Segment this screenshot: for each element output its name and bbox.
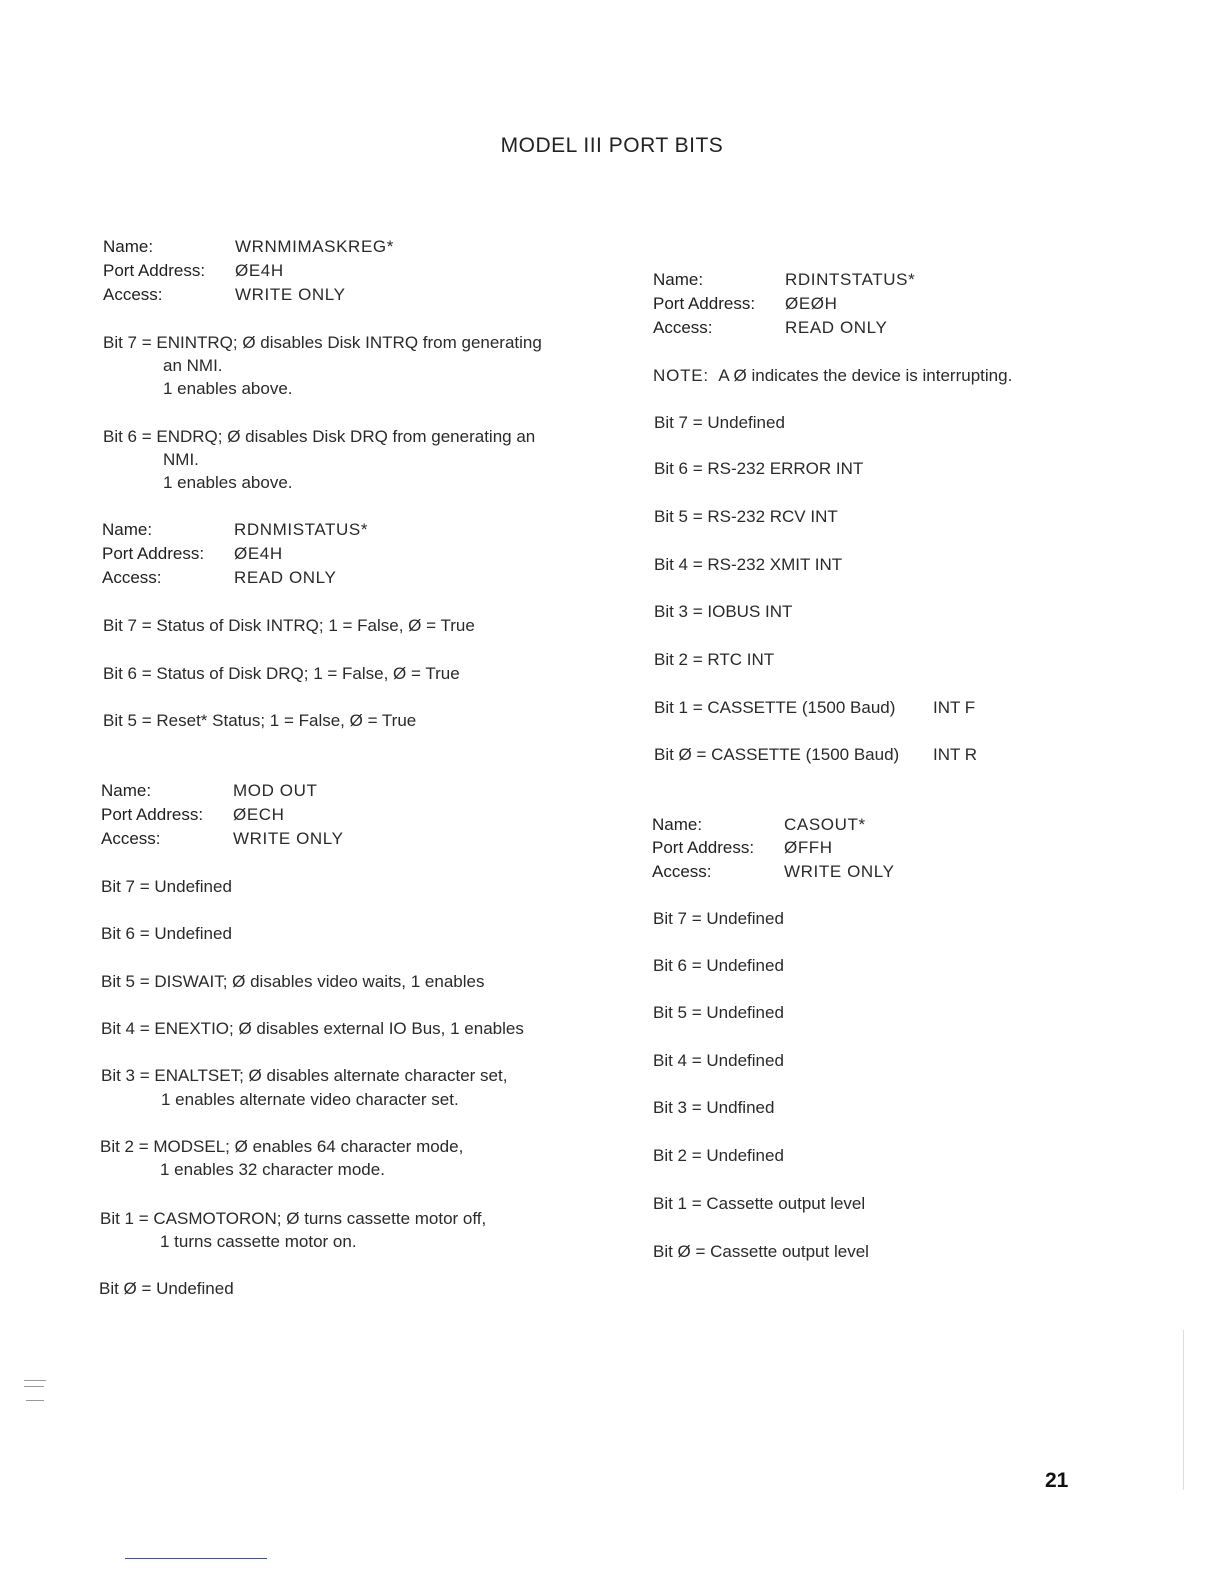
- name-label: Name:: [102, 520, 153, 539]
- modout-access-row: [101, 829, 344, 849]
- port-address-value: ØE4H: [234, 544, 283, 563]
- bit-description: Bit 6 = Undefined: [101, 924, 232, 943]
- access-label: Access:: [653, 318, 713, 337]
- page-title: MODEL III PORT BITS: [500, 134, 724, 157]
- page-number: 21: [1045, 1469, 1069, 1492]
- name-label: Name:: [101, 781, 152, 800]
- note: [653, 366, 1012, 386]
- access-label: Access:: [652, 862, 712, 881]
- wrnmimaskreg-address-row: [103, 261, 284, 281]
- bit-description: Bit 3 = ENALTSET; Ø disables alternate character set,: [101, 1066, 508, 1085]
- port-address-label: Port Address:: [101, 805, 204, 824]
- rdnmistatus-name-row: [102, 520, 368, 540]
- bit-description: Bit 7 = ENINTRQ; Ø disables Disk INTRQ from generating: [103, 333, 542, 352]
- access-value: WRITE ONLY: [784, 862, 895, 881]
- bit-description: Bit 1 = Cassette output level: [653, 1194, 866, 1213]
- access-label: Access:: [102, 568, 162, 587]
- bit-description-continued: 1 enables above.: [163, 379, 293, 398]
- name-label: Name:: [653, 270, 704, 289]
- register-name: CASOUT*: [784, 815, 866, 834]
- bit-description-continued: 1 enables 32 character mode.: [160, 1160, 385, 1179]
- rdintstatus-access-row: [653, 318, 887, 338]
- name-label: Name:: [652, 815, 703, 834]
- register-name: MOD OUT: [233, 781, 318, 800]
- bit-description-row: [654, 745, 978, 765]
- bit-description: Bit 1 = CASSETTE (1500 Baud): [654, 698, 896, 717]
- bit-description: Bit 6 = Undefined: [653, 956, 784, 975]
- bit-suffix: INT F: [933, 698, 976, 717]
- port-address-label: Port Address:: [102, 544, 205, 563]
- port-address-label: Port Address:: [653, 294, 756, 313]
- bit-description: Bit 6 = ENDRQ; Ø disables Disk DRQ from generating an: [103, 427, 536, 446]
- bit-description: Bit 2 = Undefined: [653, 1146, 784, 1165]
- scan-mark: [24, 1386, 44, 1387]
- bit-description: Bit 7 = Undefined: [101, 877, 232, 896]
- access-value: WRITE ONLY: [233, 829, 344, 848]
- bit-description: Bit 4 = ENEXTIO; Ø disables external IO Bus, 1 enables: [101, 1019, 524, 1038]
- bit-description-continued: 1 turns cassette motor on.: [160, 1232, 357, 1251]
- bit-description: Bit 7 = Undefined: [654, 413, 785, 432]
- bit-description-continued: NMI.: [163, 450, 199, 469]
- scan-mark: [24, 1380, 46, 1381]
- bit-description: Bit 7 = Undefined: [653, 909, 784, 928]
- casout-access-row: [652, 862, 895, 882]
- bit-description: Bit 6 = RS-232 ERROR INT: [654, 459, 864, 478]
- access-label: Access:: [101, 829, 161, 848]
- bit-description: Bit Ø = Undefined: [99, 1279, 234, 1298]
- bit-description: Bit 6 = Status of Disk DRQ; 1 = False, Ø = True: [103, 664, 460, 683]
- port-address-value: ØE4H: [235, 261, 284, 280]
- register-name: WRNMIMASKREG*: [235, 237, 394, 256]
- port-address-label: Port Address:: [652, 838, 755, 857]
- rdnmistatus-access-row: [102, 568, 336, 588]
- bit-description: Bit 1 = CASMOTORON; Ø turns cassette motor off,: [100, 1209, 487, 1228]
- modout-address-row: [101, 805, 285, 825]
- bit-description-continued: an NMI.: [163, 356, 223, 375]
- note-label: NOTE:: [653, 366, 709, 385]
- port-address-value: ØFFH: [784, 838, 833, 857]
- access-label: Access:: [103, 285, 163, 304]
- bit-description: Bit 4 = RS-232 XMIT INT: [654, 555, 843, 574]
- wrnmimaskreg-name-row: [103, 237, 394, 257]
- rdnmistatus-address-row: [102, 544, 283, 564]
- footer-rule: [125, 1558, 267, 1559]
- rdintstatus-address-row: [653, 294, 837, 314]
- bit-description-row: [654, 698, 976, 718]
- scan-edge: [1183, 1330, 1184, 1490]
- port-address-label: Port Address:: [103, 261, 206, 280]
- bit-suffix: INT R: [933, 745, 978, 764]
- register-name: RDINTSTATUS*: [785, 270, 916, 289]
- bit-description: Bit 5 = Reset* Status; 1 = False, Ø = True: [103, 711, 417, 730]
- modout-name-row: [101, 781, 317, 801]
- port-address-value: ØECH: [233, 805, 285, 824]
- access-value: WRITE ONLY: [235, 285, 346, 304]
- bit-description: Bit 2 = RTC INT: [654, 650, 775, 669]
- bit-description: Bit 5 = Undefined: [653, 1003, 784, 1022]
- casout-address-row: [652, 838, 833, 858]
- bit-description: Bit Ø = Cassette output level: [653, 1242, 869, 1261]
- bit-description: Bit 2 = MODSEL; Ø enables 64 character mode,: [100, 1137, 464, 1156]
- access-value: READ ONLY: [785, 318, 888, 337]
- bit-description: Bit 7 = Status of Disk INTRQ; 1 = False, Ø = True: [103, 616, 475, 635]
- access-value: READ ONLY: [234, 568, 337, 587]
- rdintstatus-name-row: [653, 270, 915, 290]
- bit-description: Bit 4 = Undefined: [653, 1051, 784, 1070]
- bit-description: Bit 3 = Undfined: [653, 1098, 775, 1117]
- wrnmimaskreg-access-row: [103, 285, 346, 305]
- casout-name-row: [652, 815, 866, 835]
- bit-description: Bit 5 = RS-232 RCV INT: [654, 507, 838, 526]
- bit-description-continued: 1 enables alternate video character set.: [161, 1090, 459, 1109]
- note-text: A Ø indicates the device is interrupting.: [718, 366, 1013, 385]
- scan-mark: [26, 1400, 44, 1401]
- bit-description-continued: 1 enables above.: [163, 473, 293, 492]
- register-name: RDNMISTATUS*: [234, 520, 369, 539]
- bit-description: Bit 5 = DISWAIT; Ø disables video waits, 1 enables: [101, 972, 485, 991]
- bit-description: Bit Ø = CASSETTE (1500 Baud): [654, 745, 900, 764]
- bit-description: Bit 3 = IOBUS INT: [654, 602, 793, 621]
- name-label: Name:: [103, 237, 154, 256]
- port-address-value: ØEØH: [785, 294, 838, 313]
